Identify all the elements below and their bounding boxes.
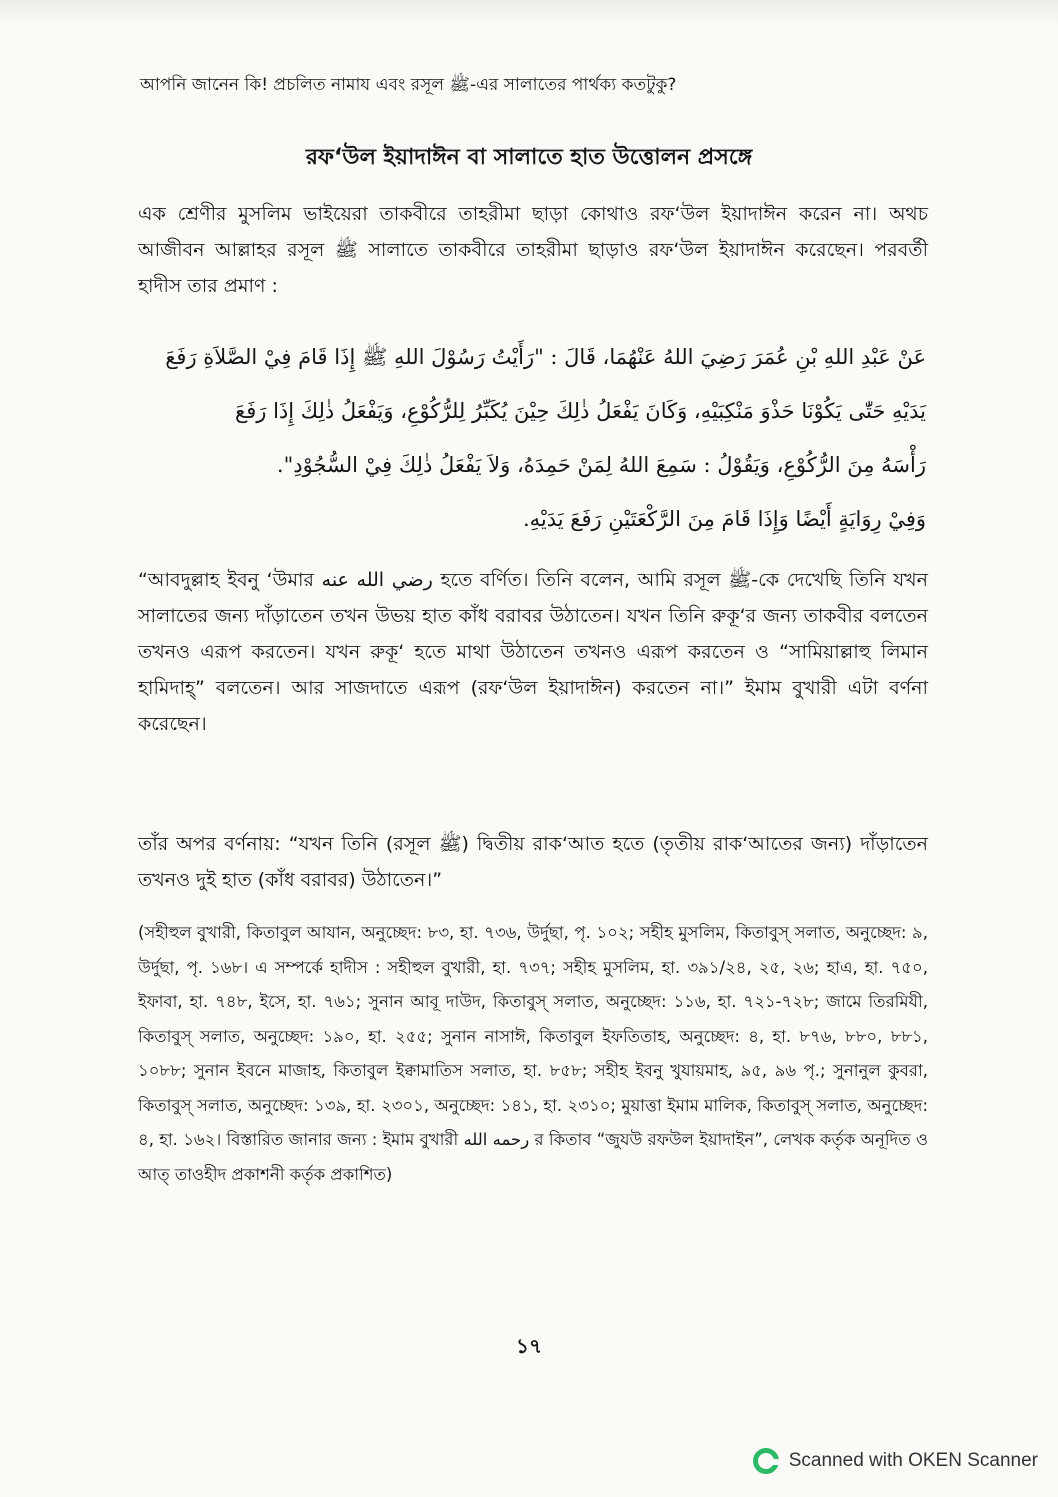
running-header: আপনি জানেন কি! প্রচলিত নামায এবং রসূল ﷺ-এর সালাতের পার্থক্য কতটুকু? bbox=[140, 75, 677, 95]
translation-paragraph: “আবদুল্লাহ ইবনু ‘উমার رضي الله عنه হতে বর্ণিত। তিনি বলেন, আমি রসূল ﷺ-কে দেখেছি তিনি যখন সালাতের জন্য দাঁড়াতেন তখন উভয় হাত কাঁধ বরাবর উঠাতেন। যখন তিনি রুকূ‘র জন্য তাকবীর বলতেন তখনও এরূপ করতেন। যখন রুকূ‘ হতে মাথা উঠাতেন তখনও এরূপ করতেন ও “সামিয়াল্লাহু লিমান হামিদাহ্” বলতেন। আর সাজদাতে এরূপ (রফ‘উল ইয়াদাঈন) করতেন না।” ইমাম বুখারী এটা বর্ণনা করেছেন। bbox=[138, 569, 929, 735]
arabic-line-2: يَدَيْهِ حَتّٰى يَكُوْنَا حَذْوَ مَنْكِبَيْهِ، وَكَانَ يَفْعَلُ ذٰلِكَ حِيْنَ يُكَبِّرُ لِلرُّكُوْعِ، وَيَفْعَلُ ذٰلِكَ إِذَا رَفَعَ bbox=[235, 399, 926, 423]
page-number: ১৭ bbox=[516, 1334, 542, 1358]
references-paragraph: (সহীহুল বুখারী, কিতাবুল আযান, অনুচ্ছেদ: ৮৩, হা. ৭৩৬, উর্দুছা, পৃ. ১০২; সহীহ মুসলিম, কিতাবুস্ সলাত, অনুচ্ছেদ: ৯, উর্দুছা, পৃ. ১৬৮। এ সম্পর্কে হাদীস : সহীহুল বুখারী, হা. ৭৩৭; সহীহ মুসলিম, হা. ৩৯১/২৪, ২৫, ২৬; হাএ, হা. ৭৫০, ইফাবা, হা. ৭৪৮, ইসে, হা. ৭৬১; সুনান আবূ দাউদ, কিতাবুস্ সলাত, অনুচ্ছেদ: ১১৬, হা. ৭২১-৭২৮; জামে তিরমিযী, কিতাবুস্ সলাত, অনুচ্ছেদ: ১৯০, হা. ২৫৫; সুনান নাসাঈ, কিতাবুল ইফতিতাহ, অনুচ্ছেদ: ৪, হা. ৮৭৬, ৮৮০, ৮৮১, ১০৮৮; সুনান ইবনে মাজাহ, কিতাবুল ইক্বামাতিস সলাত, হা. ৮৫৮; সহীহ ইবনু খুযায়মাহ, ৯৫, ৯৬ পৃ.; সুনানুল কুবরা, কিতাবুস্ সলাত, অনুচ্ছেদ: ১৩৯, হা. ২৩০১, অনুচ্ছেদ: ১৪১, হা. ২৩১০; মুয়াত্তা ইমাম মালিক, কিতাবুস্ সলাত, অনুচ্ছেদ: ৪, হা. ১৬২। বিস্তারিত জানার জন্য : ইমাম বুখারী رحمه الله র কিতাব “জুযউ রফউল ইয়াদাইন”, লেখক কর্তৃক অনূদিত ও আত্ তাওহীদ প্রকাশনী কর্তৃক প্রকাশিত) bbox=[138, 923, 929, 1184]
scanner-label: Scanned with OKEN Scanner bbox=[788, 1450, 1038, 1471]
scanner-watermark bbox=[753, 1448, 1038, 1474]
arabic-line-3: رَأْسَهُ مِنَ الرُّكُوْعِ، وَيَقُوْلُ : سَمِعَ اللهُ لِمَنْ حَمِدَهُ، وَلاَ يَفْعَلُ ذٰلِكَ فِيْ السُّجُوْدِ". bbox=[276, 453, 926, 477]
intro-paragraph: এক শ্রেণীর মুসলিম ভাইয়েরা তাকবীরে তাহরীমা ছাড়া কোথাও রফ‘উল ইয়াদাঈন করেন না। অথচ আজীবন আল্লাহর রসূল ﷺ সালাতে তাকবীরে তাহরীমা ছাড়াও রফ‘উল ইয়াদাঈন করেছেন। পরবর্তী হাদীস তার প্রমাণ : bbox=[138, 203, 928, 297]
second-narration-paragraph: তাঁর অপর বর্ণনায়: “যখন তিনি (রসূল ﷺ) দ্বিতীয় রাক‘আত হতে (তৃতীয় রাক‘আতের জন্য) দাঁড়াতেন তখনও দুই হাত (কাঁধ বরাবর) উঠাতেন।” bbox=[138, 833, 929, 891]
section-title: রফ‘উল ইয়াদাঈন বা সালাতে হাত উত্তোলন প্রসঙ্গে bbox=[305, 145, 753, 170]
arabic-line-1: عَنْ عَبْدِ اللهِ بْنِ عُمَرَ رَضِيَ اللهُ عَنْهُمَا، قَالَ : "رَأَيْتُ رَسُوْلَ اللهِ ﷺ إِذَا قَامَ فِيْ الصَّلاَةِ رَفَعَ bbox=[165, 345, 926, 369]
oken-logo-icon bbox=[753, 1448, 779, 1474]
arabic-line-4: وَفِيْ رِوَايَةٍ أَيْضًا وَإِذَا قَامَ مِنَ الرَّكْعَتَيْنِ رَفَعَ يَدَيْهِ. bbox=[522, 507, 926, 531]
page-top-edge bbox=[0, 0, 1058, 28]
arabic-hadith bbox=[120, 330, 926, 546]
